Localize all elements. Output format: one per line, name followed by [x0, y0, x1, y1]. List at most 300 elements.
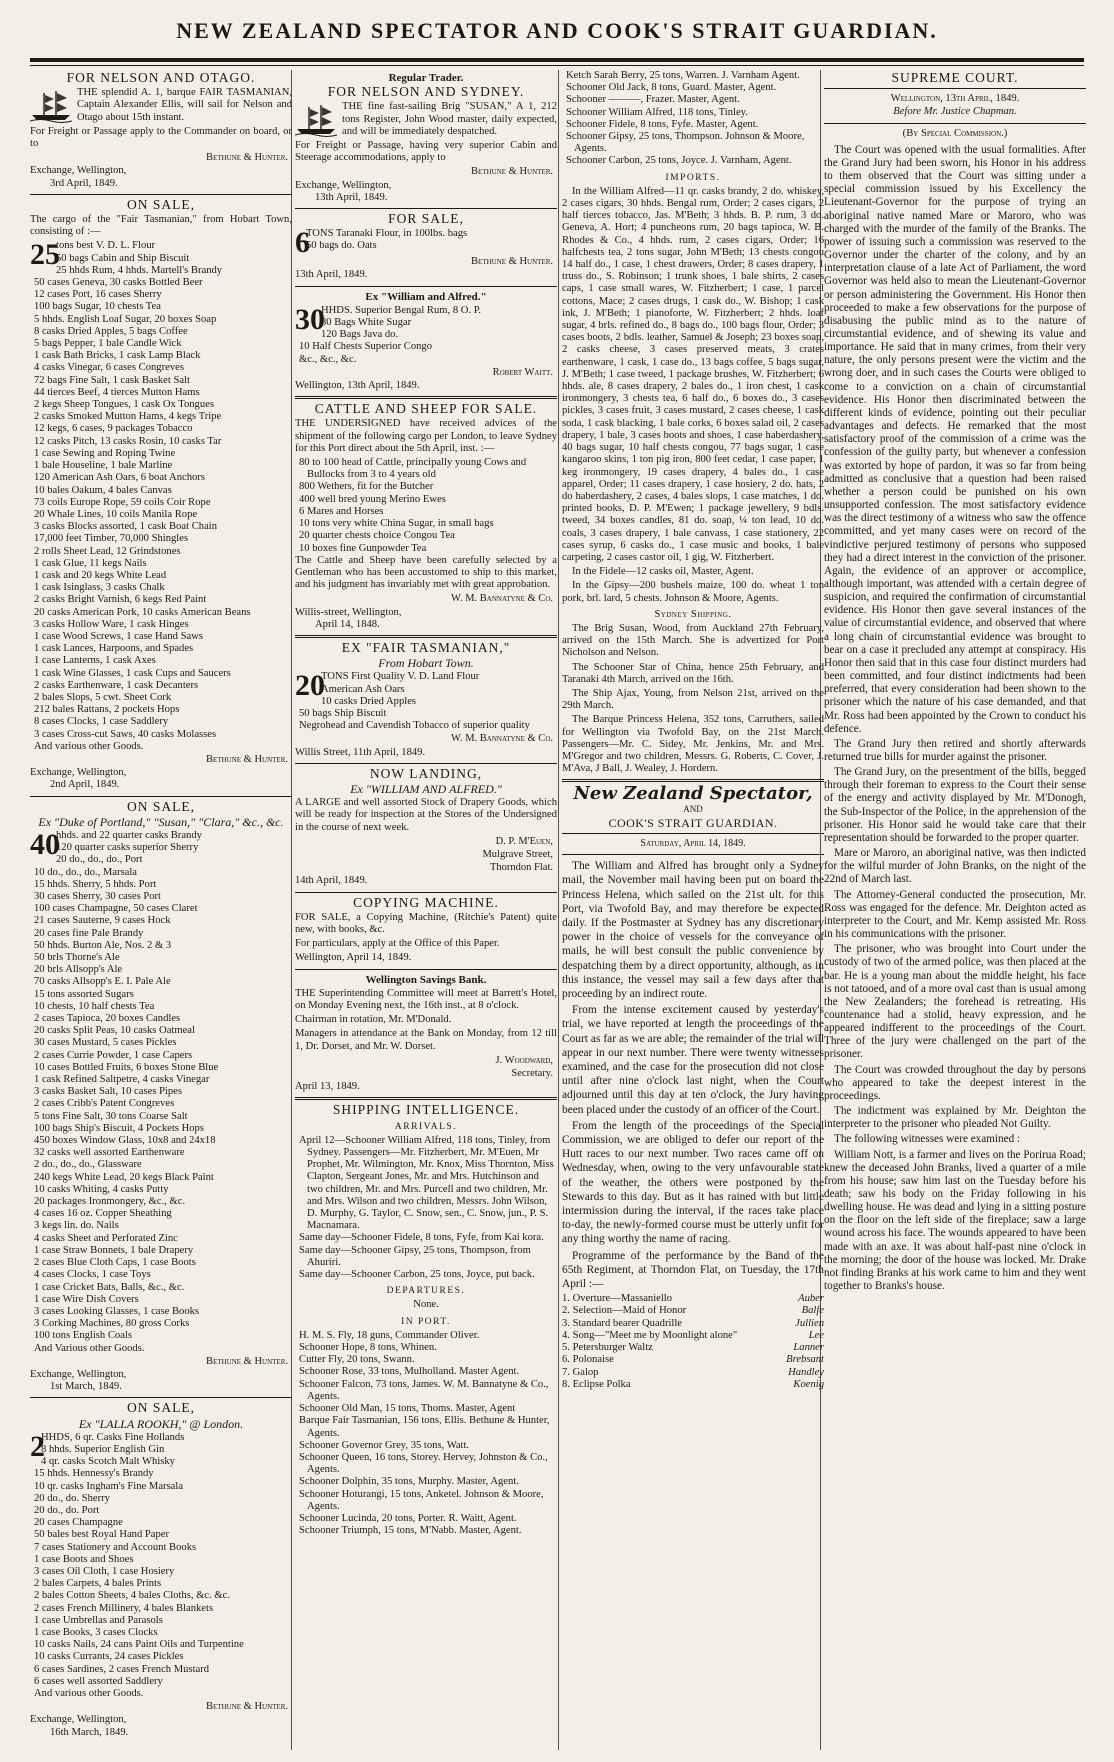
- list-item: 17,000 feet Timber, 70,000 Shingles: [34, 533, 189, 545]
- paragraph: The indictment was explained by Mr. Deighton the interpreter to the prisoner who pleaded Not Guilty.: [824, 1105, 1086, 1131]
- ad-signature: Bethune & Hunter.: [206, 1355, 288, 1367]
- editorial: [562, 783, 824, 1391]
- list-item: Schooner Dolphin, 35 tons, Murphy. Master, Agent.: [299, 1476, 519, 1488]
- paragraph: William Nott, is a farmer and lives on the Porirua Road; knew the deceased John Branks, lived a quarter of a mile from his house; saw him last on the Tuesday before his death; saw his body on the Friday following in his dwelling house. He was dead and lying in a sitting posture on the floor on the left side of the fireplace; saw a large wound across his face. The wounds appeared to have been made with an axe. It was about half-past nine o'clock in the morning; the door of the house was locked. Mr. Drake not finding Branks at his work came to him and they went together to Branks's house.: [824, 1148, 1086, 1293]
- list-item: 12 cases Port, 16 cases Sherry: [34, 289, 162, 301]
- divider: [30, 1397, 292, 1398]
- section-title: SUPREME COURT.: [891, 70, 1019, 85]
- ad-date: Wellington, April 14, 1849.: [295, 952, 412, 964]
- list-item: 450 boxes Window Glass, 10x8 and 24x18: [34, 1135, 216, 1147]
- list-item: 2 cases French Millinery, 4 bales Blankets: [34, 1602, 214, 1614]
- list-item: 25 hhds Rum, 4 hhds. Martell's Brandy: [56, 264, 223, 276]
- ad-date: 1st March, 1849.: [50, 1381, 122, 1393]
- ad-body: THE UNDERSIGNED have received advices of the shipment of the following cargo per London, to leave Sydney for this Port direct about the 5th April, inst. :—: [295, 418, 557, 454]
- programme-item: 6. Polonaise: [562, 1354, 614, 1366]
- programme-item: 3. Standard bearer Quadrille: [562, 1317, 683, 1329]
- ad-cattle-sheep: [295, 403, 557, 631]
- programme-row: [562, 1330, 824, 1342]
- list-item: And Various other Goods.: [34, 1342, 145, 1354]
- list-item: H. M. S. Fly, 18 guns, Commander Oliver.: [299, 1329, 480, 1341]
- divider: [30, 796, 292, 797]
- list-item: 10 boxes fine Gunpowder Tea: [299, 542, 427, 554]
- divider: [295, 396, 557, 399]
- list-item: 8 casks Dried Apples, 5 bags Coffee: [34, 325, 188, 337]
- divider: [295, 635, 557, 638]
- paragraph: In the William Alfred—11 qr. casks brandy, 2 do. whiskey, 2 cases cigars, 30 hhds. Bengal rum, Order; 2 cases cigars, 2 half tierces tobacco, Jas. M'Beth; 3 hhds. B. P. rum, 3 do. Geneva, A. Hort; 4 puncheons rum, 20 bags tapioca, W. B. Rhodes & Co., 4 hhds. rum, 2 cases cigars, Order; 16 halfchests tea, 2 tons sugar, John M'Beth; 13 chests congou 14 half do., 1 case, 1 chest drawers, Order; 8 cases drapery, 1 truss do., S. Robinson; 1 trunk shoes, 1 bale shirts, 2 cases caps, 1 case small wares, W. Fitzherbert; 1 case, 1 parcel cottons, Mace; 2 cases drugs, 1 cask do., W. Bishop; 1 cask ink, J. M'Beth; 1 pianoforte, W. Fitzherbert; 2 hhds. loaf sugar, 4 brls. refined do., 8 bags do., 100 bags flour, Order; 3 cases boots, 2 bdls. leather, Samuel & Joseph; 23 boxes soap, 2 casks cheese, 3 cases preserved meats, 3 crates earthenware, 1 cask, 1 case do., 13 bags coffee, 5 bags sugar, J. M'Beth; 1 case tweed, 1 package brushes, W. Fitzherbert; 6 hhds. ale, 8 cases drapery, 2 bales do., 1 iron chest, 1 cask ironmongery, 3 chests tea, 6 half do., 6 boxes do., 3 cases pickles, 3 cases fruit, 3 cases mustard, 2 cases cheese, 1 cask soda, 1 cask blacking, 1 bale corks, 6 boxes salad oil, 2 cases drapery, 1 bale, 3 cases boots and shoes, 1 case haberdashery, 40 bags sugar, 10 half chests congou, 77 bags sugar, 1 case kangaroo skins, 1 ton pig iron, 800 feet cedar, 1 case paper, 1 keg ironmongery, 19 cases drapery, 4 bales do., 1 case apparel, Order; 11 cases drapery, 1 case hosiery, 2 do. hats, 2 do haberdashery, 2 cases, 4 bales slops, 1 case matches, 1 do. printed books, D. P. M'Ewen; 1 package jewellery, 9 bdls. tweed, 34 boxes candles, 81 do. soap, ¼ ton lead, 10 do. coals, 3 cases drapery, 1 bale canvass, 1 case stationery, 22 cases syrup, 6 casks do., 1 case music and books, 1 bale carpeting, 2 cases castor oil, 1 gig, W. Fitzherbert.: [562, 185, 824, 563]
- list-item: 2 cases Blue Cloth Caps, 1 case Boots: [34, 1257, 196, 1269]
- list-item: 3 casks Hollow Ware, 1 cask Hinges: [34, 618, 189, 630]
- paragraph: The Barque Princess Helena, 352 tons, Carruthers, sailed for Wellington via Twofold Bay, on the 21st March. Passengers—Mr. C. Sidey, Mr. Jenkins, Mr. and Mrs. M'Gregor and two children, Messrs. G. Roberts, C. Cover, J. M'Ava, J Ball, J. Wealey, J. Hordern.: [562, 714, 824, 775]
- list-item: 2 cases Currie Powder, 1 case Capers: [34, 1049, 193, 1061]
- list-item: 1 bale Houseline, 1 bale Marline: [34, 460, 173, 472]
- list-item: 5 bags Pepper, 1 bale Candle Wick: [34, 338, 182, 350]
- list-item: Schooner Carbon, 25 tons, Joyce. J. Varnham, Agent.: [566, 155, 792, 167]
- list-item: 1 cask Bath Bricks, 1 cask Lamp Black: [34, 350, 201, 362]
- ad-big-number: 2: [30, 1429, 45, 1463]
- list-item: 2 bales Slops, 5 cwt. Sheet Cork: [34, 691, 172, 703]
- list-item: 2 kegs Sheep Tongues, 1 cask Ox Tongues: [34, 399, 214, 411]
- ad-role: Secretary.: [511, 1068, 553, 1080]
- programme-row: [562, 1354, 824, 1366]
- divider: [295, 208, 557, 209]
- ad-body: A LARGE and well assorted Stock of Drapery Goods, which will be ready for inspection at the Stores of the Undersigned in the course of next week.: [295, 797, 557, 833]
- departures-text: None.: [413, 1299, 439, 1311]
- ad-big-number: 20: [295, 669, 325, 703]
- ad-taranaki-flour: [295, 213, 557, 282]
- list-item: 20 casks American Pork, 10 casks American Beans: [34, 606, 251, 618]
- programme-row: [562, 1305, 824, 1317]
- ad-subtitle: Ex "WILLIAM AND ALFRED.": [350, 781, 502, 796]
- ad-address: Willis-street, Wellington,: [295, 606, 402, 618]
- ad-title: EX "FAIR TASMANIAN,": [341, 639, 511, 655]
- ad-copying-machine: [295, 894, 557, 965]
- list-item: 20 do., do. Sherry: [34, 1492, 110, 1504]
- ad-title: ON SALE,: [127, 196, 195, 212]
- list-item: 4 casks Vinegar, 6 cases Congreves: [34, 362, 184, 374]
- divider: [295, 286, 557, 287]
- programme-composer: Handley: [788, 1366, 824, 1378]
- list-item: 1 case Umbrellas and Parasols: [34, 1614, 163, 1626]
- ad-signature: Bethune & Hunter.: [206, 152, 288, 164]
- list-item: 6 Mares and Horses: [299, 505, 384, 517]
- ad-on-sale-lalla-rookh: [30, 1402, 292, 1738]
- ad-body: Chairman in rotation, Mr. M'Donald.: [295, 1014, 452, 1026]
- list-item: Schooner Hope, 8 tons, Whinen.: [299, 1342, 437, 1354]
- paragraph: The Brig Susan, Wood, from Auckland 27th February, arrived on the 15th March. She is advertized for Port Nicholson and Nelson.: [562, 622, 824, 659]
- ad-body: THE Superintending Committee will meet at Barrett's Hotel, on Monday Evening next, the 16th inst., at 8 o'clock.: [295, 987, 557, 1011]
- section-subhead: Sydney Shipping.: [654, 608, 732, 620]
- programme-composer: Brebsant: [786, 1354, 824, 1366]
- ad-address: Exchange, Wellington,: [30, 1714, 127, 1726]
- list-item: 1 cask Wine Glasses, 1 cask Cups and Saucers: [34, 667, 231, 679]
- ad-william-alfred-rum: [295, 291, 557, 393]
- court-date: Wellington, 13th April, 1849.: [890, 93, 1020, 105]
- list-item: 20 casks Split Peas, 10 casks Oatmeal: [34, 1025, 195, 1037]
- list-item: 1 case Lanterns, 1 cask Axes: [34, 655, 156, 667]
- list-item: 3 cases Looking Glasses, 1 case Books: [34, 1305, 200, 1317]
- ad-signature: Robert Waitt.: [492, 366, 553, 378]
- ad-address: Exchange, Wellington,: [295, 179, 392, 191]
- list-item: 10 bales Oakum, 4 bales Canvas: [34, 484, 172, 496]
- ad-subtitle: From Hobart Town.: [378, 656, 474, 671]
- paragraph: From the length of the proceedings of the Special Commission, we are obliged to defer our report of the Hutt races to our next number. Two races came off on Wednesday, when, owing to the very unfavourable state of the weather, the others were postponed by the Stewards to this day. But as it has rained with but little intermission during the interval, if the races take place to-day, the newly-formed course must be utterly unfit for any thing worthy the name of racing.: [562, 1119, 824, 1246]
- list-item: 1 case Books, 3 cases Clocks: [34, 1626, 158, 1638]
- ad-signature: Bethune & Hunter.: [471, 256, 553, 268]
- section-subhead: IN PORT.: [401, 1316, 451, 1327]
- divider: [562, 854, 824, 855]
- goods-list: [30, 240, 292, 753]
- list-item: 120 Bags Java do.: [321, 329, 399, 341]
- in-port-list-continued: [562, 70, 824, 168]
- list-item: 70 casks Allsopp's E. I. Pale Ale: [34, 976, 171, 988]
- column-3: [562, 70, 824, 1750]
- ad-signature: Bethune & Hunter.: [471, 166, 553, 178]
- list-item: 2 rolls Sheet Lead, 12 Grindstones: [34, 545, 181, 557]
- list-item: 10 do., do., do., Marsala: [34, 866, 137, 878]
- list-item: HHDS. Superior Bengal Rum, 8 O. P.: [321, 304, 482, 316]
- column-rule: [558, 70, 559, 1750]
- ad-date: 13th April, 1849.: [295, 269, 368, 281]
- list-item: 100 bags Sugar, 10 chests Tea: [34, 301, 161, 313]
- ad-big-number: 25: [30, 238, 60, 272]
- list-item: 4 qr. casks Scotch Malt Whisky: [41, 1456, 175, 1468]
- paragraph: Programme of the performance by the Band of the 65th Regiment, at Thorndon Flat, on Tuesday, the 17th April :—: [562, 1249, 824, 1291]
- list-item: 30 cases Sherry, 30 cases Port: [34, 891, 161, 902]
- programme-item: 4. Song—"Meet me by Moonlight alone": [562, 1329, 738, 1341]
- goods-list: [30, 827, 292, 1355]
- column-4: [824, 70, 1086, 1750]
- ad-signature: W. M. Bannatyne & Co.: [451, 733, 553, 745]
- list-item: 1 cask Refined Saltpetre, 4 casks Vinegar: [34, 1074, 210, 1086]
- divider: [295, 892, 557, 893]
- list-item: 20 quarter chests choice Congou Tea: [299, 530, 455, 542]
- editorial-masthead: New Zealand Spectator,: [573, 783, 813, 805]
- court-report: [824, 144, 1086, 1293]
- list-item: 50 bags Ship Biscuit: [299, 707, 387, 719]
- paragraph: The Schooner Star of China, hence 25th February, and Taranaki 4th March, arrived on the 16th.: [562, 661, 824, 685]
- paragraph: The Court was opened with the usual formalities. After the Grand Jury had been sworn, his Honor in his address to them observed that the Court was sitting under a special commission issued by his Excellency the Lieutenant-Governor for the purpose of trying an aboriginal native named Mare or Maroro, who was charged with the murder of the family of the Branks. The power of issuing such a commission was reserved to the Governor under the charter of the colony, and by an interpretation clause of a late Act of Parliament, the word Governor was held also to mean the Lieutenant-Governor or person administering the Government. His Honor then proceeded to make a few observations for the purpose of disabusing the public mind as to the nature of circumstantial evidence, and of shewing its value and importance. He said that in many crimes, from their very nature, the only persons present were the victim and the wrong doer, and in such cases the Courts were obliged to come to a conviction on a chain of circumstantial evidence. His Honor then discriminated between the different kinds of evidence, pointing out their peculiar advantages and defects. He remarked that the most satisfactory proof of the commission of a crime was the confession of the guilty party, but whenever a confession was extorted by hope of pardon, it was so far from being admitted as conclusive that a question had been raised whether a person could be punished on his own unsupported confession. The most satisfactory evidence was the direct testimony of a witness who saw the offence committed, and yet many cases were on record of the vindictive perjured testimony of persons who supposed they had a direct interest in the conviction of the prisoner. Again, the evidence of an approver or accomplice, although important, was attended with a certain degree of suspicion, and required the confirmation of circumstantial evidence. His Honor then gave several instances of the value of circumstantial evidence, and observed that where a long chain of circumstantial evidence was brought to bear on a case it precluded any attempt at conspiracy. His Honor then said that in this case four distinct murders had been committed, and four distinct indictments had been preferred, that every consideration had been shown to the prisoner which the nature of his case demanded, and that Mr. Ross had been appointed by the Crown to conduct his defence.: [824, 143, 1086, 735]
- masthead-rule: [30, 58, 1084, 62]
- list-item: 21 cases Sauterne, 9 cases Hock: [34, 915, 171, 927]
- masthead: NEW ZEALAND SPECTATOR AND COOK'S STRAIT GUARDIAN.: [176, 18, 938, 43]
- list-item: 72 bags Fine Salt, 1 cask Basket Salt: [34, 374, 190, 386]
- paragraph: From the intense excitement caused by yesterday's trial, we have reported at length the proceedings of the Court as far as we are able; the remainder of the trial will appear in our next number. There were twenty witnesses examined, and the case for the prosecution did not close until after nine o'clock last night, when the Court adjourned until this day at ten o'clock, the Jury having been placed under the custody of an officer of the Court.: [562, 1004, 824, 1116]
- list-item: Schooner Old Jack, 8 tons, Guard. Master, Agent.: [566, 82, 777, 94]
- goods-list: [30, 1429, 292, 1700]
- paragraph: The Ship Ajax, Young, from Nelson 21st, arrived on the 29th March.: [562, 687, 824, 712]
- divider: [824, 123, 1086, 124]
- list-item: Schooner Old Man, 15 tons, Thoms. Master, Agent: [299, 1403, 516, 1415]
- column-2: [295, 70, 557, 1750]
- list-item: 1 cask Glue, 11 kegs Nails: [34, 557, 147, 569]
- programme-composer: Lee: [808, 1329, 824, 1341]
- list-item: 30 cases Mustard, 5 cases Pickles: [34, 1037, 177, 1049]
- ad-title: ON SALE,: [127, 1400, 195, 1416]
- ad-signature: Bethune & Hunter.: [206, 1701, 288, 1713]
- divider: [824, 88, 1086, 89]
- programme-item: 8. Eclipse Polka: [562, 1378, 631, 1390]
- divider: [562, 833, 824, 834]
- ad-date: Wellington, 13th April, 1849.: [295, 380, 420, 392]
- programme-item: 7. Galop: [562, 1366, 599, 1378]
- ad-title: FOR NELSON AND OTAGO.: [66, 70, 256, 85]
- list-item: TONS First Quality V. D. Land Flour: [321, 671, 480, 683]
- paragraph: The following witnesses were examined :: [834, 1133, 1021, 1146]
- ad-title: NOW LANDING,: [369, 765, 483, 781]
- list-item: 50 bags do. Oats: [306, 240, 377, 252]
- list-item: 2 do., do., do., Glassware: [34, 1159, 142, 1171]
- list-item: 100 bags Ship's Biscuit, 4 Pockets Hops: [34, 1122, 204, 1134]
- programme-row: [562, 1379, 824, 1391]
- list-item: April 12—Schooner William Alfred, 118 tons, Tinley, from Sydney. Passengers—Mr. Fitzherbert, Mr. M'Euen, Mr Prophet, Mr. Wilmington, Mr. Knox, Miss Thornton, Miss Clapton, Sergeant Jones, Mr. and Mrs. Hutchinson and two children, Mr. and Mrs. Purcell and two children, Mr. and Mrs. Wilson and two children, Messrs. John Wilson, D. Murphy, G. Taylor, C. Snow, sen., C. Snow, jun., P. S. Macnamara.: [299, 1134, 554, 1232]
- list-item: Same day—Schooner Carbon, 25 tons, Joyce, put back.: [299, 1269, 535, 1281]
- list-item: &c., &c., &c.: [299, 353, 357, 365]
- list-item: 50 bags Cabin and Ship Biscuit: [56, 252, 190, 264]
- programme-item: 1. Overture—Massaniello: [562, 1293, 673, 1305]
- list-item: 240 kegs White Lead, 20 kegs Black Paint: [34, 1171, 214, 1183]
- list-item: tons best V. D. L. Flour: [56, 240, 156, 252]
- ad-address: Thorndon Flat.: [490, 862, 553, 874]
- ad-address: Mulgrave Street,: [482, 848, 553, 860]
- paragraph: The prisoner, who was brought into Court under the custody of two of the armed police, was then placed at the bar. He is a young man about the middle height, his face is not tatooed, and of a more oval cast than is usual among the New Zealanders; the forehead is retreating. His countenance had a stolid, heavy expression, and he appeared indifferent to the proceedings of the Court. Three of the jury were challenged on the part of the prisoner.: [824, 943, 1086, 1061]
- programme-row: [562, 1342, 824, 1354]
- ad-savings-bank: [295, 974, 557, 1094]
- list-item: Schooner Triumph, 15 tons, M'Nabb. Master, Agent.: [299, 1525, 522, 1537]
- programme-composer: Balfe: [801, 1305, 824, 1317]
- list-item: 50 bales best Royal Hand Paper: [34, 1529, 170, 1541]
- ad-signature: W. M. Bannatyne & Co.: [451, 593, 553, 605]
- list-item: 8 cases Clocks, 1 case Saddlery: [34, 716, 169, 728]
- list-item: 1 cask and 20 kegs White Lead: [34, 569, 167, 581]
- list-item: 50 hhds. Burton Ale, Nos. 2 & 3: [34, 939, 172, 951]
- paragraph: In the Gipsy—200 bushels maize, 100 do. wheat 1 ton pork, brl. lard, 5 chests. Johnson & Moore, Agents.: [562, 580, 824, 604]
- programme-item: 2. Selection—Maid of Honor: [562, 1305, 687, 1317]
- list-item: Schooner William Alfred, 118 tons, Tinley.: [566, 106, 748, 118]
- list-item: Ketch Sarah Berry, 25 tons, Warren. J. Varnham Agent.: [566, 70, 800, 81]
- list-item: 50 brls Thorne's Ale: [34, 952, 120, 964]
- ad-nelson-otago: [30, 72, 292, 190]
- ad-signature: J. Woodward,: [495, 1054, 553, 1066]
- list-item: Schooner Lucinda, 20 tons, Porter. R. Waitt, Agent.: [299, 1512, 517, 1524]
- imports-list: [562, 186, 824, 605]
- list-item: 32 casks well assorted Earthenware: [34, 1147, 185, 1159]
- list-item: 73 coils Europe Rope, 59 coils Coir Rope: [34, 496, 211, 508]
- list-item: 100 cases Champagne, 50 cases Claret: [34, 903, 198, 915]
- list-item: Schooner Gipsy, 25 tons, Thompson. Johnson & Moore, Agents.: [566, 131, 805, 155]
- ad-nelson-sydney: [295, 72, 557, 204]
- list-item: 5 tons Fine Salt, 30 tons Coarse Salt: [34, 1110, 188, 1122]
- list-item: 400 well bred young Merino Ewes: [299, 493, 446, 505]
- programme-composer: Lanner: [793, 1342, 824, 1354]
- goods-list: [295, 302, 557, 366]
- list-item: Schooner Rose, 33 tons, Mulholland. Master Agent.: [299, 1366, 520, 1378]
- list-item: And various other Goods.: [34, 740, 144, 752]
- ad-title: FOR NELSON AND SYDNEY.: [327, 84, 525, 100]
- programme-row: [562, 1318, 824, 1330]
- ad-address: Exchange, Wellington,: [30, 165, 127, 177]
- ship-icon: [295, 103, 337, 137]
- list-item: 2 bales Carpets, 4 bales Prints: [34, 1578, 162, 1590]
- list-item: 10 Half Chests Superior Congo: [299, 341, 433, 353]
- programme-composer: Jullien: [795, 1317, 824, 1329]
- ad-date: 2nd April, 1849.: [50, 779, 120, 791]
- ad-signature: D. P. M'Euen,: [495, 835, 553, 847]
- list-item: 10 chests, 10 half chests Tea: [34, 1000, 155, 1012]
- list-item: Same day—Schooner Fidele, 8 tons, Fyfe, from Kai kora.: [299, 1232, 544, 1244]
- ad-title: COPYING MACHINE.: [353, 894, 499, 910]
- programme-composer: Auber: [798, 1293, 824, 1305]
- ad-body: The Cattle and Sheep have been carefully selected by a Gentleman who has been accustomed to ship to this market, and his judgment has invariably met with great approbation.: [295, 554, 557, 591]
- ad-body: For Freight or Passage apply to the Commander on board, or to: [30, 125, 292, 150]
- list-item: 20 packages Ironmongery, &c., &c.: [34, 1196, 186, 1208]
- list-item: 50 cases Geneva, 30 casks Bottled Beer: [34, 277, 203, 289]
- list-item: 1 case Sewing and Roping Twine: [34, 447, 176, 459]
- ad-body: THE fine fast-sailing Brig "SUSAN," A 1, 212 tons Register, John Wood master, daily expected, and will be immediately despatched.: [342, 101, 557, 137]
- list-item: 2 casks Smoked Mutton Hams, 4 kegs Tripe: [34, 411, 222, 423]
- list-item: And various other Goods.: [34, 1688, 144, 1699]
- list-item: 20 do., do. Port: [34, 1504, 100, 1516]
- ad-kicker: Ex "William and Alfred.": [365, 290, 487, 303]
- ad-address: Exchange, Wellington,: [30, 767, 127, 779]
- ad-body: Managers in attendance at the Bank on Monday, from 12 till 1, Dr. Dorset, and Mr. W. Dorset.: [295, 1028, 557, 1052]
- programme-item: 5. Petersburger Waltz: [562, 1342, 653, 1354]
- list-item: 80 Bags White Sugar: [321, 317, 412, 329]
- ad-big-number: 6: [295, 226, 310, 260]
- editorial-and: AND: [683, 803, 703, 814]
- list-item: hhds. and 22 quarter casks Brandy: [56, 829, 202, 841]
- divider: [562, 779, 824, 782]
- list-item: 6 cases Sardines, 2 cases French Mustard: [34, 1663, 210, 1675]
- paragraph: In the Fidele—12 casks oil, Master, Agent.: [572, 566, 754, 578]
- shipping-intelligence: [295, 1104, 557, 1537]
- band-programme: [562, 1293, 824, 1391]
- programme-row: [562, 1367, 824, 1379]
- list-item: Schooner Queen, 16 tons, Storey. Hervey, Johnston & Co., Agents.: [299, 1451, 548, 1476]
- ad-now-landing: [295, 765, 557, 888]
- list-item: 4 cases Clocks, 1 case Toys: [34, 1269, 151, 1281]
- court-judge: Before Mr. Justice Chapman.: [893, 106, 1017, 118]
- sydney-shipping-list: [562, 623, 824, 775]
- paragraph: Mare or Maroro, an aboriginal native, was then indicted for the wilful murder of John Branks, on the night of the 22nd of March last.: [824, 847, 1086, 886]
- divider: [295, 969, 557, 970]
- section-subhead: ARRIVALS.: [394, 1121, 458, 1132]
- list-item: 20 brls Allsopp's Ale: [34, 964, 123, 976]
- list-item: 10 casks Currants, 24 cases Pickles: [34, 1651, 184, 1663]
- ad-kicker: Wellington Savings Bank.: [365, 973, 487, 986]
- list-item: Schooner Fidele, 8 tons, Fyfe. Master, Agent.: [566, 118, 759, 130]
- list-item: 2 casks Bright Varnish, 6 kegs Red Paint: [34, 594, 207, 606]
- list-item: 7 cases Stationery and Account Books: [34, 1541, 197, 1553]
- list-item: 1 case Wire Dish Covers: [34, 1293, 139, 1305]
- list-item: 3 casks Blocks assorted, 1 cask Boat Chain: [34, 521, 218, 533]
- section-title: SHIPPING INTELLIGENCE.: [332, 1102, 520, 1118]
- list-item: 3 casks Basket Salt, 10 cases Pipes: [34, 1086, 182, 1098]
- arrivals-list: [295, 1135, 557, 1281]
- divider: [295, 1097, 557, 1100]
- list-item: Schooner ———, Frazer. Master, Agent.: [566, 94, 740, 106]
- paragraph: The Attorney-General conducted the prosecution, Mr. Ross was engaged for the defence. Mr. Deighton acted as interpreter to the Court, and Mr. Kemp assisted Mr. Ross in his communications with the prisoner.: [824, 888, 1086, 941]
- divider: [295, 763, 557, 764]
- editorial-date: Saturday, April 14, 1849.: [640, 837, 746, 849]
- ad-date: 14th April, 1849.: [295, 875, 368, 887]
- list-item: 10 casks Nails, 24 cans Paint Oils and Turpentine: [34, 1639, 244, 1651]
- list-item: 15 hhds. Sherry, 5 hhds. Port: [34, 878, 157, 890]
- ad-date: 3rd April, 1849.: [50, 177, 118, 189]
- ad-title: CATTLE AND SHEEP FOR SALE.: [314, 401, 538, 417]
- list-item: Schooner Hoturangi, 15 tons, Anketel. Johnson & Moore, Agents.: [299, 1488, 544, 1512]
- ad-body: THE splendid A. 1, barque FAIR TASMANIAN, Captain Alexander Ellis, will sail for Nelson and Otago about 15th instant.: [77, 87, 292, 123]
- ad-date: Willis Street, 11th April, 1849.: [295, 746, 426, 758]
- list-item: 1 cask Lances, Harpoons, and Spades: [34, 643, 194, 655]
- list-item: Schooner Governor Grey, 35 tons, Watt.: [299, 1439, 470, 1451]
- list-item: TONS Taranaki Flour, in 100lbs. bags: [306, 228, 468, 240]
- ad-title: FOR SALE,: [388, 211, 464, 227]
- ad-date: April 13, 1849.: [295, 1081, 360, 1093]
- paragraph: The Grand Jury then retired and shortly afterwards returned true bills for murder against the prisoner.: [824, 737, 1086, 763]
- paragraph: The William and Alfred has brought only a Sydney mail, the November mail having been put on board the Princess Helena, which sailed on the 21st ult. for this Port, via Twofold Bay, and may therefore be expected daily. If the Postmaster at Sydney has any discretionary power in the choice of vessels for the conveyance of mails, he will best consult the public convenience by despatching them by a direct opportunity, although, as in this instance, the vessel may sail a few days after that proceeding by an indirect route.: [562, 860, 824, 1001]
- ad-body: For particulars, apply at the Office of this Paper.: [295, 938, 500, 950]
- list-item: 120 quarter casks superior Sherry: [56, 842, 199, 854]
- masthead-rule-thin: [30, 65, 1084, 66]
- ad-ex-fair-tasmanian: [295, 639, 557, 759]
- list-item: 1 case Wood Screws, 1 case Hand Saws: [34, 630, 203, 642]
- goods-list: [295, 457, 557, 555]
- ad-title: ON SALE,: [127, 798, 195, 814]
- section-subhead: DEPARTURES.: [386, 1286, 466, 1297]
- list-item: 20 do., do., do., Port: [56, 854, 143, 866]
- list-item: 6 cases well assorted Saddlery: [34, 1675, 163, 1687]
- list-item: 1 case Cricket Bats, Balls, &c., &c.: [34, 1281, 185, 1293]
- list-item: 20 cases fine Pale Brandy: [34, 927, 144, 939]
- list-item: Negrohead and Cavendish Tobacco of superior quality: [299, 720, 530, 732]
- goods-list: [295, 228, 557, 252]
- list-item: 4 cases 16 oz. Copper Sheathing: [34, 1208, 172, 1220]
- divider: [30, 194, 292, 195]
- list-item: 800 Wethers, fit for the Butcher: [299, 481, 434, 493]
- ad-subtitle: Ex "Duke of Portland," "Susan," "Clara," &c., &c.: [38, 814, 284, 829]
- list-item: 10 cases Bottled Fruits, 6 boxes Stone Blue: [34, 1061, 219, 1073]
- list-item: 2 casks Earthenware, 1 cask Decanters: [34, 679, 199, 691]
- list-item: 3 cases Oil Cloth, 1 case Hosiery: [34, 1565, 175, 1577]
- ad-on-sale-fair-tasmanian: [30, 196, 292, 792]
- list-item: 3 cases Cross-cut Saws, 40 casks Molasses: [34, 728, 217, 740]
- programme-composer: Koenig: [793, 1378, 824, 1390]
- list-item: 1 cask Isinglass, 3 casks Chalk: [34, 582, 165, 594]
- list-item: 2 cases Tapioca, 20 boxes Candles: [34, 1013, 181, 1025]
- ad-kicker: Regular Trader.: [388, 72, 464, 84]
- list-item: 8 hhds. Superior English Gin: [41, 1443, 165, 1455]
- paragraph: The Grand Jury, on the presentment of the bills, begged through their foreman to express to the Court their sense of the energy and activity displayed by Mr. M'Donogh, the Sub-Inspector of the Police, in the apprehension of the prisoner. His Honor said he would take care that their representation should be forwarded to the proper quarter.: [824, 766, 1086, 844]
- list-item: 20 Whale Lines, 10 coils Manila Rope: [34, 508, 198, 520]
- section-subhead: IMPORTS.: [665, 172, 721, 183]
- goods-list: [295, 671, 557, 732]
- list-item: 12 casks Pitch, 13 casks Rosin, 10 casks Tar: [34, 435, 222, 447]
- ad-big-number: 30: [295, 302, 325, 336]
- in-port-list: [295, 1330, 557, 1537]
- ad-body: FOR SALE, a Copying Machine, (Ritchie's Patent) quite new, with books, &c.: [295, 911, 557, 935]
- ad-date: April 14, 1848.: [315, 618, 380, 630]
- list-item: 3 kegs lin. do. Nails: [34, 1220, 119, 1232]
- list-item: 10 casks Dried Apples: [321, 695, 417, 707]
- ad-on-sale-duke-of-portland: [30, 798, 292, 1394]
- ad-signature: Bethune & Hunter.: [206, 753, 288, 765]
- column-1: [30, 70, 292, 1750]
- list-item: 10 casks Whiting, 4 casks Putty: [34, 1183, 169, 1195]
- ad-date: 16th March, 1849.: [50, 1726, 129, 1738]
- list-item: Barque Fair Tasmanian, 156 tons, Ellis. Bethune & Hunter, Agents.: [299, 1415, 550, 1439]
- ad-address: Exchange, Wellington,: [30, 1368, 127, 1380]
- list-item: 2 cases Cribb's Patent Congreves: [34, 1098, 175, 1110]
